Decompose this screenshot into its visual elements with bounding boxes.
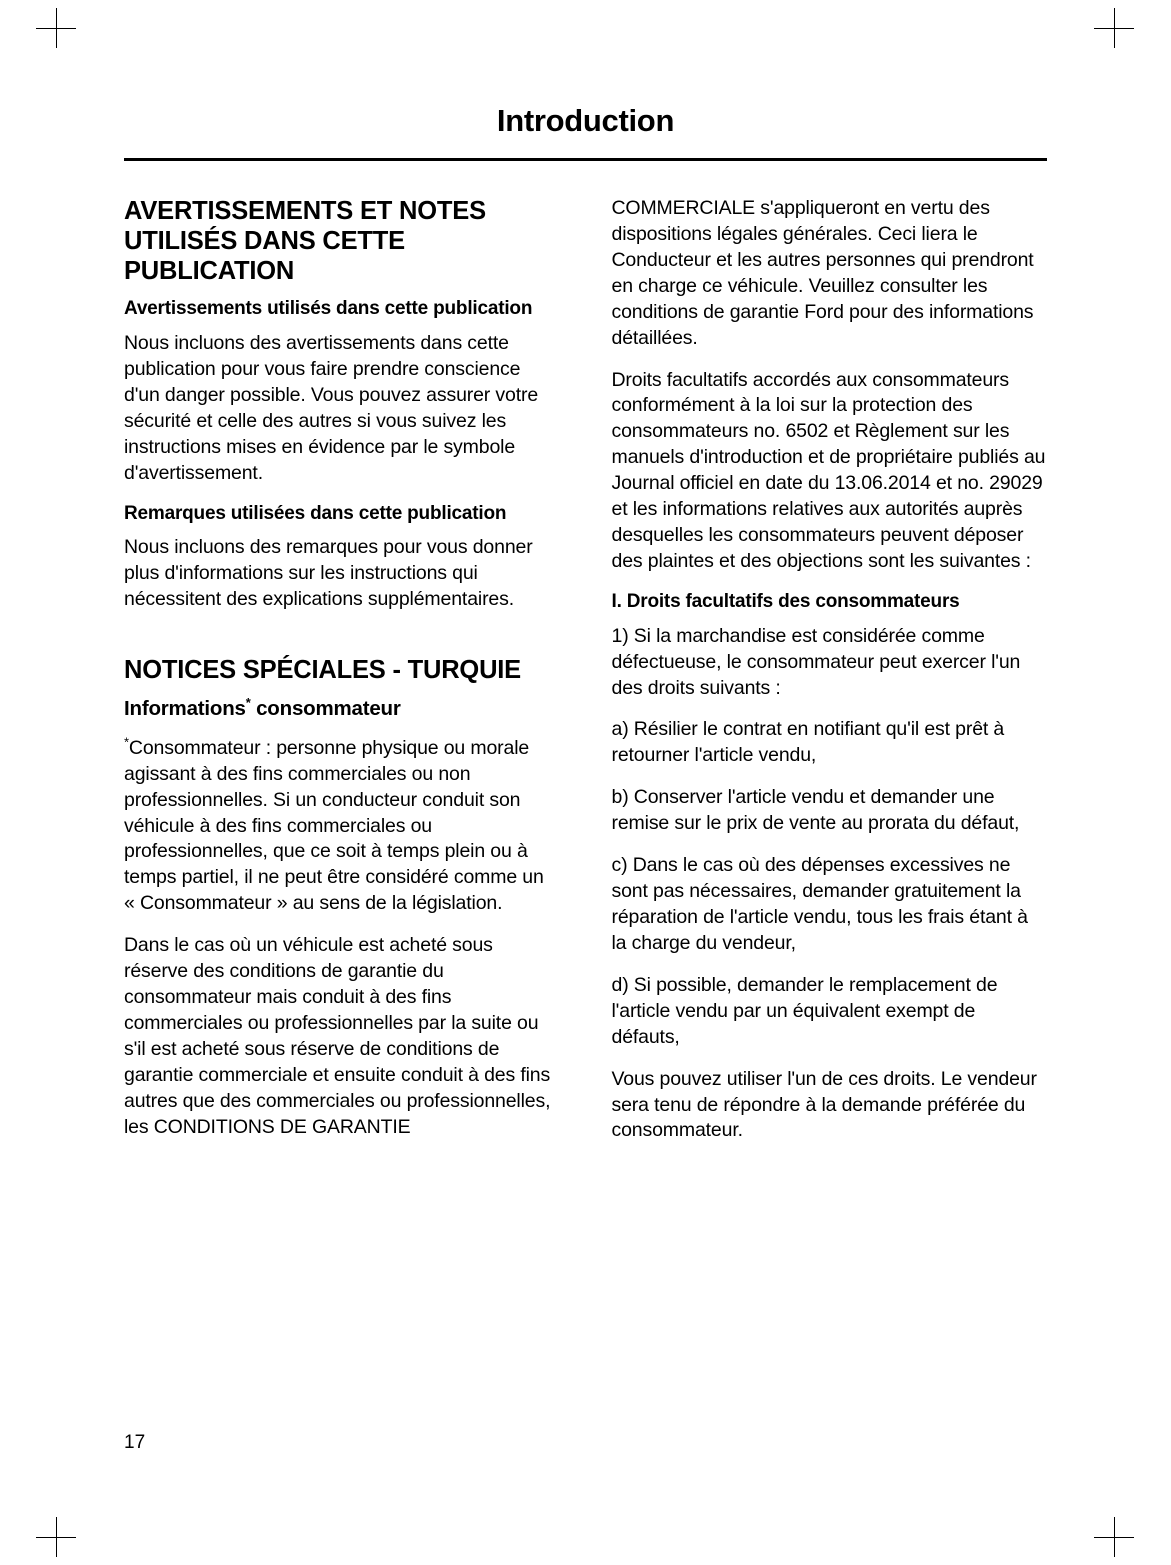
paragraph-commercial-warranty: COMMERCIALE s'appliqueront en vertu des dispositions légales générales. Ceci liera le Conducteur et les autres personnes qui prendront en charge ce véhicule. Veuillez consulter les conditions de garantie Ford pour des informations détaillées. xyxy=(611,197,1034,349)
asterisk-marker: * xyxy=(245,695,251,711)
footnote-asterisk: * xyxy=(124,734,129,750)
subheading-optional-consumer-rights: I. Droits facultatifs des consommateurs xyxy=(611,590,960,612)
paragraph-consumer-definition-text: Consommateur : personne physique ou morale agissant à des fins commerciales ou non professionnelles. Si un conducteur conduit son véhicule à des fins commerciales ou professionnelles, que ce soit à temps plein ou à temps partiel, il ne peut être considéré comme un « Consommateur » au sens de la législation. xyxy=(124,736,544,915)
left-column xyxy=(124,196,560,1160)
heading-warnings-and-notes: AVERTISSEMENTS ET NOTES UTILISÉS DANS CETTE PUBLICATION xyxy=(124,197,486,286)
subheading-warnings-used: Avertissements utilisés dans cette publication xyxy=(124,298,533,320)
paragraph-item-1: 1) Si la marchandise est considérée comme défectueuse, le consommateur peut exercer l'un des droits suivants : xyxy=(611,624,1021,699)
paragraph-item-b: b) Conserver l'article vendu et demander une remise sur le prix de vente au prorata du défaut, xyxy=(611,786,1020,835)
heading-special-notices-turkey: NOTICES SPÉCIALES - TURQUIE xyxy=(124,656,521,685)
paragraph-commercial-use: Dans le cas où un véhicule est acheté sous réserve des conditions de garantie du consommateur mais conduit à des fins commerciales ou professionnelles par la suite ou s'il est acheté sous réserve de conditions de garantie commerciale et ensuite conduit à des fins autres que des commerciales ou professionnelles, les CONDITIONS DE GARANTIE xyxy=(124,934,551,1138)
paragraph-item-d: d) Si possible, demander le remplacement de l'article vendu par un équivalent exempt de défauts, xyxy=(611,973,998,1048)
paragraph-item-c: c) Dans le cas où des dépenses excessives ne sont pas nécessaires, demander gratuitement la réparation de l'article vendu, tous les frais étant à la charge du vendeur, xyxy=(611,854,1028,954)
right-column xyxy=(612,196,1048,1160)
header-divider xyxy=(124,158,1047,161)
paragraph-warnings-used: Nous incluons des avertissements dans cette publication pour vous faire prendre conscience d'un danger possible. Vous pouvez assurer votre sécurité et celle des autres si vous suivez les instructions mises en évidence par le symbole d'avertissement. xyxy=(124,332,539,484)
crop-mark-right-edge xyxy=(1094,28,1134,29)
paragraph-rights-usage: Vous pouvez utiliser l'un de ces droits. Le vendeur sera tenu de répondre à la demande préférée du consommateur. xyxy=(611,1067,1037,1142)
paragraph-optional-rights-intro: Droits facultatifs accordés aux consommateurs conformément à la loi sur la protection des consommateurs no. 6502 et Règlement sur les manuels d'introduction et de propriétaire publiés au Journal officiel en date du 13.06.2014 et no. 29029 et les informations relatives aux autorités auprès desquelles les consommateurs peuvent déposer des plaintes et des objections sont les suivantes : xyxy=(611,368,1046,572)
subheading-consumer-information-post: consommateur xyxy=(250,697,401,721)
page-number: 17 xyxy=(124,1432,146,1453)
crop-mark-left-edge-bottom xyxy=(36,1537,76,1538)
paragraph-item-a: a) Résilier le contrat en notifiant qu'il est prêt à retourner l'article vendu, xyxy=(611,718,1005,767)
crop-mark-right-edge-bottom xyxy=(1094,1537,1134,1538)
paragraph-notes-used: Nous incluons des remarques pour vous donner plus d'informations sur les instructions qui nécessitent des explications supplémentaires. xyxy=(124,536,533,611)
crop-mark-left-edge xyxy=(36,28,76,29)
subheading-notes-used: Remarques utilisées dans cette publication xyxy=(124,502,507,524)
subheading-consumer-information-pre: Informations xyxy=(124,697,246,721)
two-column-body xyxy=(124,196,1047,1160)
paragraph-consumer-definition xyxy=(124,736,560,917)
subheading-consumer-information xyxy=(124,697,560,722)
page-title: Introduction xyxy=(496,103,675,138)
